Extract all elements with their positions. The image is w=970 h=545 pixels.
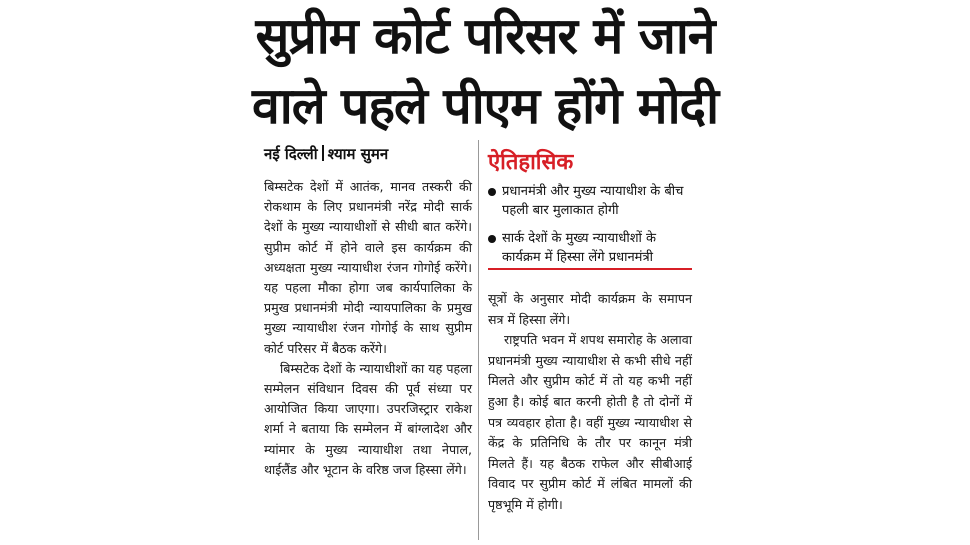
bullet-dot-icon [488,188,496,196]
highlight-bullet-list [488,182,692,276]
bullet-dot-icon [488,235,496,243]
column-divider [478,140,479,540]
dateline [264,144,388,164]
headline-line-2: वाले पहले पीएम होंगे मोदी [251,77,719,135]
right-paragraph-2: राष्ट्रपति भवन में शपथ समारोह के अलावा प्रधानमंत्री मुख्य न्यायाधीश से कभी सीधे नहीं मिलते और सुप्रीम कोर्ट में तो यह कभी नहीं हुआ है। कोई बात करनी होती है तो दोनों में पत्र व्यवहार होता है। वहीं मुख्य न्यायाधीश से केंद्र के प्रतिनिधि के तौर पर कानून मंत्री मिलते हैं। यह बैठक राफेल और सीबीआई विवाद पर सुप्रीम कोर्ट में लंबित मामलों की पृष्ठभूमि में होगी। [488,332,692,512]
left-paragraph-1: बिम्सटेक देशों में आतंक, मानव तस्करी की रोकथाम के लिए प्रधानमंत्री नरेंद्र मोदी सार्क देशों के मुख्य न्यायाधीशों से सीधी बात करेंगे। सुप्रीम कोर्ट में होने वाले इस कार्यक्रम की अध्यक्षता मुख्य न्यायाधीश रंजन गोगोई करेंगे। यह पहला मौका होगा जब कार्यपालिका के प्रमुख प्रधानमंत्री मोदी न्यायपालिका के प्रमुख मुख्य न्यायाधीश रंजन गोगोई के साथ सुप्रीम कोर्ट परिसर में बैठक करेंगे। [264,179,472,356]
left-paragraph-2: बिम्सटेक देशों के न्यायाधीशों का यह पहला सम्मेलन संविधान दिवस की पूर्व संध्या पर आयोजित किया जाएगा। उपरजिस्ट्रार राकेश शर्मा ने बताया कि सम्मेलन में बांग्लादेश और म्यांमार के मुख्य न्यायाधीश तथा नेपाल, थाईलैंड और भूटान के वरिष्ठ जज हिस्सा लेंगे। [264,360,472,477]
highlight-bullet-text: प्रधानमंत्री और मुख्य न्यायाधीश के बीच पहली बार मुलाकात होगी [502,184,684,218]
left-column [264,177,472,480]
highlight-bullet [488,182,692,220]
highlight-box-title: ऐतिहासिक [488,150,574,175]
right-column [488,289,692,516]
highlight-bullet-text: सार्क देशों के मुख्य न्यायाधीशों के कार्यक्रम में हिस्सा लेंगे प्रधानमंत्री [502,231,657,265]
dateline-separator [322,145,324,161]
dateline-place: नई दिल्ली [264,145,318,163]
right-paragraph-1: सूत्रों के अनुसार मोदी कार्यक्रम के समापन सत्र में हिस्सा लेंगे। [488,291,692,327]
highlight-bullet [488,229,692,267]
dateline-author: श्याम सुमन [327,145,389,163]
highlight-box-rule [488,268,692,270]
headline-line-1: सुप्रीम कोर्ट परिसर में जाने [255,7,715,65]
